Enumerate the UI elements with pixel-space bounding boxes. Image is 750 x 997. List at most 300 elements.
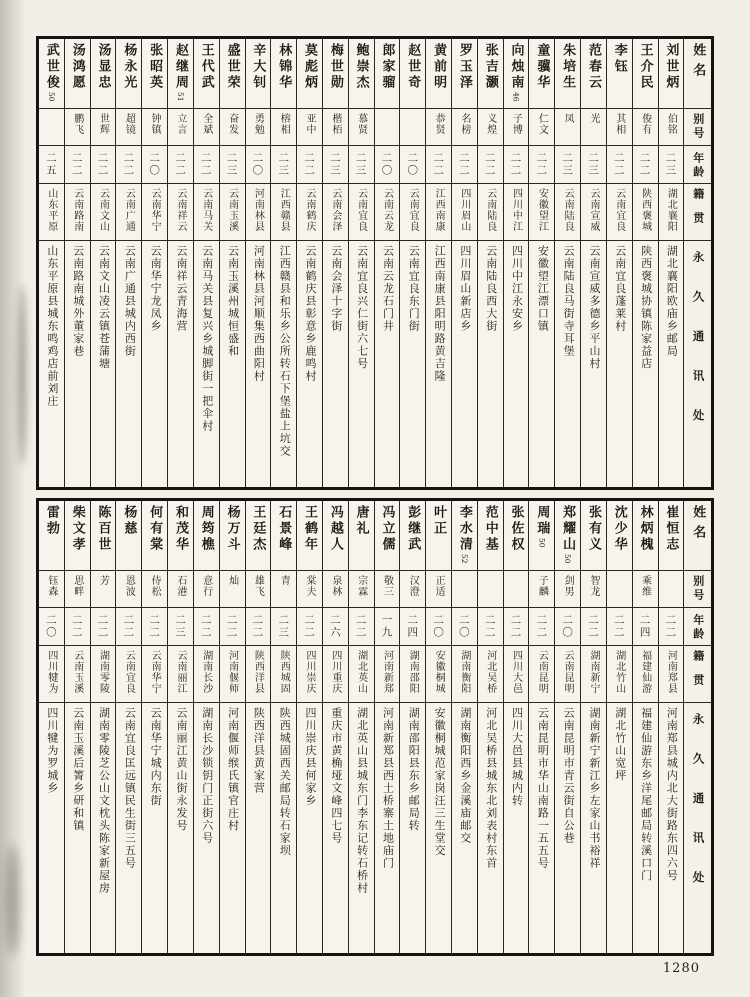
age-cell <box>529 146 554 184</box>
age-cell-text: 二二 <box>483 152 496 177</box>
address-cell <box>478 241 503 487</box>
age-cell <box>220 146 245 184</box>
name-cell-text: 张佐权 <box>508 505 524 553</box>
name-cell-text: 叶正 <box>431 505 447 537</box>
header-alias <box>684 571 711 608</box>
age-cell <box>91 146 116 184</box>
native-place-cell-text: 云南宣威 <box>587 188 599 232</box>
alias-cell-text: 楷栢 <box>329 113 341 135</box>
age-cell-text: 二二 <box>509 614 522 639</box>
address-cell-text: 河南郑县城内北大街路东四六号 <box>665 707 679 882</box>
name-cell-text: 周筠樵 <box>198 505 214 553</box>
name-cell <box>39 501 64 571</box>
age-cell-text: 二二 <box>664 614 677 639</box>
alias-cell-text: 青 <box>278 575 290 586</box>
name-cell-text: 沈少华 <box>611 505 627 553</box>
age-cell <box>581 146 606 184</box>
name-cell <box>607 39 632 109</box>
alias-cell <box>581 571 606 608</box>
alias-cell <box>168 571 193 608</box>
name-cell <box>142 39 167 109</box>
alias-cell <box>607 571 632 608</box>
alias-cell-text: 立言 <box>174 113 186 135</box>
header-address <box>684 241 711 487</box>
person-column <box>142 39 168 487</box>
name-cell-text: 范春云 <box>585 43 601 91</box>
alias-cell <box>116 109 141 146</box>
person-column <box>555 39 581 487</box>
alias-cell <box>555 571 580 608</box>
alias-cell-text: 光 <box>587 113 599 124</box>
address-cell-text: 陕西褒城协镇陈家益店 <box>639 245 653 370</box>
name-cell <box>39 39 64 109</box>
name-cell <box>65 39 90 109</box>
header-native <box>684 184 711 241</box>
native-place-cell <box>607 184 632 241</box>
name-cell-text: 梅世勋 <box>327 43 343 91</box>
person-column <box>91 501 117 953</box>
alias-cell <box>65 571 90 608</box>
name-cell <box>375 501 400 571</box>
name-cell-text: 何有棠 <box>147 505 163 553</box>
age-cell-text: 二〇 <box>457 614 470 639</box>
native-place-cell <box>375 184 400 241</box>
native-place-cell-text: 湖北英山 <box>355 650 367 694</box>
person-column <box>426 501 452 953</box>
alias-cell <box>426 109 451 146</box>
age-cell-text: 二二 <box>432 152 445 177</box>
name-cell <box>426 501 451 571</box>
native-place-cell-text: 河南偃师 <box>226 650 238 694</box>
age-cell-text: 一九 <box>380 614 393 639</box>
address-cell-text: 陕西城固西关邮局转石家坝 <box>278 707 292 857</box>
alias-cell <box>91 109 116 146</box>
age-cell <box>349 146 374 184</box>
alias-cell <box>504 571 529 608</box>
alias-cell-text: 钰森 <box>45 575 57 597</box>
address-cell-text: 陕西洋县黄家营 <box>252 707 266 795</box>
address-cell <box>297 703 322 953</box>
alias-cell <box>271 571 296 608</box>
native-place-cell-text: 湖南邵阳 <box>407 650 419 694</box>
age-cell <box>581 608 606 646</box>
age-cell <box>504 608 529 646</box>
native-place-cell-text: 云南宜良 <box>407 188 419 232</box>
age-cell-text: 二二 <box>96 152 109 177</box>
name-note-number: 50 <box>563 554 573 564</box>
address-cell-text: 四川中江永安乡 <box>510 245 524 333</box>
person-column <box>323 501 349 953</box>
alias-cell <box>91 571 116 608</box>
native-place-cell-text: 云南玉溪 <box>71 650 83 694</box>
address-cell <box>452 241 477 487</box>
address-cell <box>39 703 64 953</box>
person-column <box>529 501 555 953</box>
name-cell <box>504 39 529 109</box>
age-cell-text: 二三 <box>664 152 677 177</box>
person-column <box>65 501 91 953</box>
age-cell-text: 二三 <box>173 614 186 639</box>
scan-smudge <box>6 845 20 955</box>
age-cell-text: 二〇 <box>380 152 393 177</box>
native-place-cell <box>194 184 219 241</box>
person-column <box>220 39 246 487</box>
alias-cell <box>633 571 658 608</box>
native-place-cell <box>555 184 580 241</box>
age-cell-text: 二三 <box>561 152 574 177</box>
age-cell <box>529 608 554 646</box>
age-cell-text: 二二 <box>638 152 651 177</box>
native-place-cell-text: 山东平原 <box>45 188 57 232</box>
address-cell <box>168 241 193 487</box>
header-column <box>684 501 711 953</box>
name-cell <box>452 501 477 571</box>
name-cell-text: 冯越人 <box>327 505 343 553</box>
alias-cell-text: 其相 <box>613 113 625 135</box>
age-cell <box>478 608 503 646</box>
address-cell <box>349 241 374 487</box>
address-cell <box>426 241 451 487</box>
alias-cell-text: 恭贤 <box>433 113 445 135</box>
address-cell-text: 云南华宁龙凤乡 <box>149 245 163 333</box>
alias-cell-text: 雄飞 <box>252 575 264 597</box>
native-place-cell <box>349 184 374 241</box>
person-column <box>116 39 142 487</box>
native-place-cell-text: 云南华宁 <box>149 188 161 232</box>
address-cell-text: 云南丽江黄山街永发号 <box>174 707 188 832</box>
name-cell-text: 王廷杰 <box>250 505 266 553</box>
person-column <box>271 39 297 487</box>
age-cell-text: 二〇 <box>432 614 445 639</box>
person-column <box>246 39 272 487</box>
age-cell <box>659 608 684 646</box>
name-cell <box>555 501 580 571</box>
alias-cell-text: 棠夫 <box>304 575 316 597</box>
native-place-cell <box>478 646 503 703</box>
address-cell <box>323 241 348 487</box>
address-cell <box>39 241 64 487</box>
native-place-cell <box>297 184 322 241</box>
native-place-cell-text: 河北吴桥 <box>484 650 496 694</box>
native-place-cell <box>142 184 167 241</box>
age-cell-text: 二三 <box>225 152 238 177</box>
header-address-text: 永久通讯处 <box>691 251 706 449</box>
address-cell <box>91 241 116 487</box>
address-cell <box>246 241 271 487</box>
person-column <box>194 501 220 953</box>
age-cell-text: 二二 <box>612 614 625 639</box>
age-cell <box>633 608 658 646</box>
age-cell-text: 二二 <box>122 614 135 639</box>
name-cell <box>220 501 245 571</box>
header-native-text: 籍贯 <box>691 650 705 698</box>
native-place-cell-text: 陕西洋县 <box>252 650 264 694</box>
name-note-number: 52 <box>459 554 469 564</box>
age-cell <box>220 608 245 646</box>
address-cell <box>375 703 400 953</box>
native-place-cell <box>349 646 374 703</box>
native-place-cell-text: 四川大邑 <box>510 650 522 694</box>
name-cell <box>246 501 271 571</box>
person-column <box>607 501 633 953</box>
header-alias <box>684 109 711 146</box>
age-cell <box>116 146 141 184</box>
native-place-cell <box>142 646 167 703</box>
header-native-text: 籍贯 <box>691 188 705 236</box>
native-place-cell <box>452 646 477 703</box>
alias-cell <box>116 571 141 608</box>
alias-cell-text: 鹏飞 <box>71 113 83 135</box>
address-cell-text: 四川大邑县城内转 <box>510 707 524 807</box>
address-cell <box>659 241 684 487</box>
person-column <box>659 39 685 487</box>
name-cell-text: 张昭英 <box>147 43 163 91</box>
alias-cell-text: 宗霖 <box>355 575 367 597</box>
native-place-cell-text: 云南马关 <box>200 188 212 232</box>
native-place-cell <box>168 184 193 241</box>
header-name-text: 姓名 <box>690 505 706 545</box>
address-cell-text: 云南马关县复兴乡城脚街一把伞村 <box>200 245 214 433</box>
age-cell <box>194 608 219 646</box>
alias-cell <box>426 571 451 608</box>
age-cell <box>168 608 193 646</box>
directory-table-top <box>36 36 714 490</box>
native-place-cell-text: 湖南衡阳 <box>458 650 470 694</box>
native-place-cell-text: 云南陆良 <box>484 188 496 232</box>
name-cell <box>297 39 322 109</box>
native-place-cell-text: 江西赣县 <box>278 188 290 232</box>
address-cell <box>246 703 271 953</box>
age-cell-text: 二二 <box>509 152 522 177</box>
name-cell-text: 盛世荣 <box>224 43 240 91</box>
alias-cell <box>349 109 374 146</box>
address-cell <box>91 703 116 953</box>
name-cell <box>400 501 425 571</box>
person-column <box>504 39 530 487</box>
native-place-cell-text: 江西南康 <box>433 188 445 232</box>
native-place-cell-text: 云南宜良 <box>355 188 367 232</box>
name-note-number: 50 <box>46 92 56 102</box>
name-cell-text: 冯立儒 <box>379 505 395 553</box>
name-cell-text: 杨永光 <box>121 43 137 91</box>
age-cell-text: 二二 <box>173 152 186 177</box>
alias-cell <box>452 109 477 146</box>
alias-cell-text: 超镜 <box>123 113 135 135</box>
native-place-cell-text: 云南会泽 <box>329 188 341 232</box>
person-column <box>375 501 401 953</box>
address-cell-text: 湖南零陵芝公山文枕头陈家新屋房 <box>97 707 111 895</box>
name-cell-text: 彭继武 <box>405 505 421 553</box>
age-cell-text: 二二 <box>70 614 83 639</box>
alias-cell-text: 慕贤 <box>355 113 367 135</box>
alias-cell <box>659 109 684 146</box>
name-cell-text: 林炳槐 <box>637 505 653 553</box>
address-cell-text: 湖北竹山宽坪 <box>613 707 627 782</box>
native-place-cell <box>323 646 348 703</box>
alias-cell <box>39 571 64 608</box>
alias-cell <box>478 109 503 146</box>
age-cell-text: 二二 <box>199 614 212 639</box>
name-cell-text: 陈百世 <box>95 505 111 553</box>
age-cell <box>246 146 271 184</box>
alias-cell-text: 仁文 <box>536 113 548 135</box>
alias-cell <box>607 109 632 146</box>
native-place-cell-text: 云南文山 <box>97 188 109 232</box>
native-place-cell-text: 云南华宁 <box>149 650 161 694</box>
age-cell <box>555 146 580 184</box>
native-place-cell-text: 河南新郑 <box>381 650 393 694</box>
age-cell-text: 二〇 <box>251 152 264 177</box>
native-place-cell-text: 云南广通 <box>123 188 135 232</box>
name-cell-text: 雷勃 <box>43 505 59 537</box>
native-place-cell-text: 云南玉溪 <box>226 188 238 232</box>
address-cell-text: 江西南康县阳明路黄吉隆 <box>433 245 447 383</box>
address-cell <box>194 241 219 487</box>
address-cell-text: 云南昆明市青云街自公巷 <box>562 707 576 845</box>
alias-cell-text: 石港 <box>174 575 186 597</box>
alias-cell <box>194 571 219 608</box>
address-cell-text: 云南陆良西大街 <box>484 245 498 333</box>
age-cell-text: 二二 <box>96 614 109 639</box>
address-cell <box>142 241 167 487</box>
address-cell-text: 云南会泽十字街 <box>329 245 343 333</box>
header-alias-text: 别号 <box>691 113 705 141</box>
name-cell <box>478 501 503 571</box>
native-place-cell <box>426 646 451 703</box>
age-cell-text: 二二 <box>303 614 316 639</box>
address-cell <box>116 241 141 487</box>
alias-cell <box>452 571 477 608</box>
native-place-cell <box>246 184 271 241</box>
age-cell <box>142 146 167 184</box>
age-cell-text: 二二 <box>457 152 470 177</box>
age-cell-text: 二二 <box>535 614 548 639</box>
native-place-cell <box>375 646 400 703</box>
name-cell-text: 李钰 <box>611 43 627 75</box>
alias-cell <box>375 109 400 146</box>
alias-cell <box>529 109 554 146</box>
native-place-cell <box>581 646 606 703</box>
address-cell-text: 云南鹤庆县彰意乡鹿鸣村 <box>304 245 318 383</box>
age-cell-text: 二二 <box>70 152 83 177</box>
name-cell <box>529 501 554 571</box>
address-cell-text: 云南玉溪后箐乡研和镇 <box>71 707 85 832</box>
age-cell <box>39 146 64 184</box>
age-cell-text: 二五 <box>44 152 57 177</box>
address-cell-text: 云南宜良蓬莱村 <box>613 245 627 333</box>
name-cell-text: 赵世奇 <box>405 43 421 91</box>
alias-cell-text: 子麟 <box>536 575 548 597</box>
alias-cell <box>478 571 503 608</box>
alias-cell <box>400 109 425 146</box>
native-place-cell-text: 四川眉山 <box>458 188 470 232</box>
name-cell <box>246 39 271 109</box>
person-column <box>478 39 504 487</box>
alias-cell <box>349 571 374 608</box>
native-place-cell-text: 云南昆明 <box>562 650 574 694</box>
address-cell-text: 河南林县河顺集西曲阳村 <box>252 245 266 383</box>
name-cell <box>323 39 348 109</box>
address-cell-text: 云南宣威多德乡平山村 <box>587 245 601 370</box>
age-cell-text: 二〇 <box>561 614 574 639</box>
native-place-cell-text: 云南祥云 <box>174 188 186 232</box>
native-place-cell <box>400 646 425 703</box>
alias-cell-text: 智龙 <box>587 575 599 597</box>
native-place-cell <box>478 184 503 241</box>
native-place-cell <box>220 184 245 241</box>
name-cell <box>452 39 477 109</box>
name-cell-text: 杨慈 <box>121 505 137 537</box>
name-cell-text: 郑耀山50 <box>560 505 576 564</box>
address-cell <box>142 703 167 953</box>
age-cell-text: 二三 <box>277 152 290 177</box>
name-cell-text: 和茂华 <box>172 505 188 553</box>
address-cell <box>220 241 245 487</box>
age-cell-text: 二〇 <box>148 152 161 177</box>
address-cell <box>194 703 219 953</box>
person-column <box>375 39 401 487</box>
address-cell <box>659 703 684 953</box>
native-place-cell-text: 云南宜良 <box>613 188 625 232</box>
alias-cell <box>659 571 684 608</box>
alias-cell <box>375 571 400 608</box>
age-cell <box>91 608 116 646</box>
native-place-cell <box>116 184 141 241</box>
address-cell-text: 云南广通县城内西街 <box>123 245 137 358</box>
native-place-cell <box>323 184 348 241</box>
alias-cell <box>194 109 219 146</box>
age-cell-text: 二六 <box>328 614 341 639</box>
name-cell <box>349 501 374 571</box>
address-cell-text: 云南宜良东门街 <box>407 245 421 333</box>
native-place-cell-text: 云南昆明 <box>536 650 548 694</box>
person-column <box>659 501 685 953</box>
address-cell-text: 云南祥云青海营 <box>174 245 188 333</box>
address-cell <box>555 703 580 953</box>
name-cell <box>426 39 451 109</box>
alias-cell-text: 全斌 <box>200 113 212 135</box>
address-cell <box>400 703 425 953</box>
name-cell-text: 柴文孝 <box>69 505 85 553</box>
alias-cell-text: 世辉 <box>97 113 109 135</box>
alias-cell-text: 子博 <box>510 113 522 135</box>
name-cell-text: 辛大钊 <box>250 43 266 91</box>
address-cell <box>65 241 90 487</box>
name-cell <box>271 501 296 571</box>
address-cell-text: 云南云龙石门井 <box>381 245 395 333</box>
name-cell-text: 赵继周51 <box>172 43 188 102</box>
name-cell-text: 汤鸿愿 <box>69 43 85 91</box>
native-place-cell-text: 云南云龙 <box>381 188 393 232</box>
alias-cell-text: 俊有 <box>639 113 651 135</box>
name-cell <box>581 501 606 571</box>
address-cell <box>529 241 554 487</box>
name-cell <box>271 39 296 109</box>
native-place-cell-text: 陕西城固 <box>278 650 290 694</box>
alias-cell-text: 侍松 <box>149 575 161 597</box>
name-cell <box>116 501 141 571</box>
name-note-number: 51 <box>175 92 185 102</box>
alias-cell <box>633 109 658 146</box>
native-place-cell-text: 云南陆良 <box>562 188 574 232</box>
native-place-cell <box>504 184 529 241</box>
age-cell <box>297 608 322 646</box>
alias-cell-text: 凤 <box>562 113 574 124</box>
header-name <box>684 39 711 109</box>
name-cell <box>168 39 193 109</box>
name-cell-text: 莫彪炳 <box>302 43 318 91</box>
age-cell <box>375 608 400 646</box>
